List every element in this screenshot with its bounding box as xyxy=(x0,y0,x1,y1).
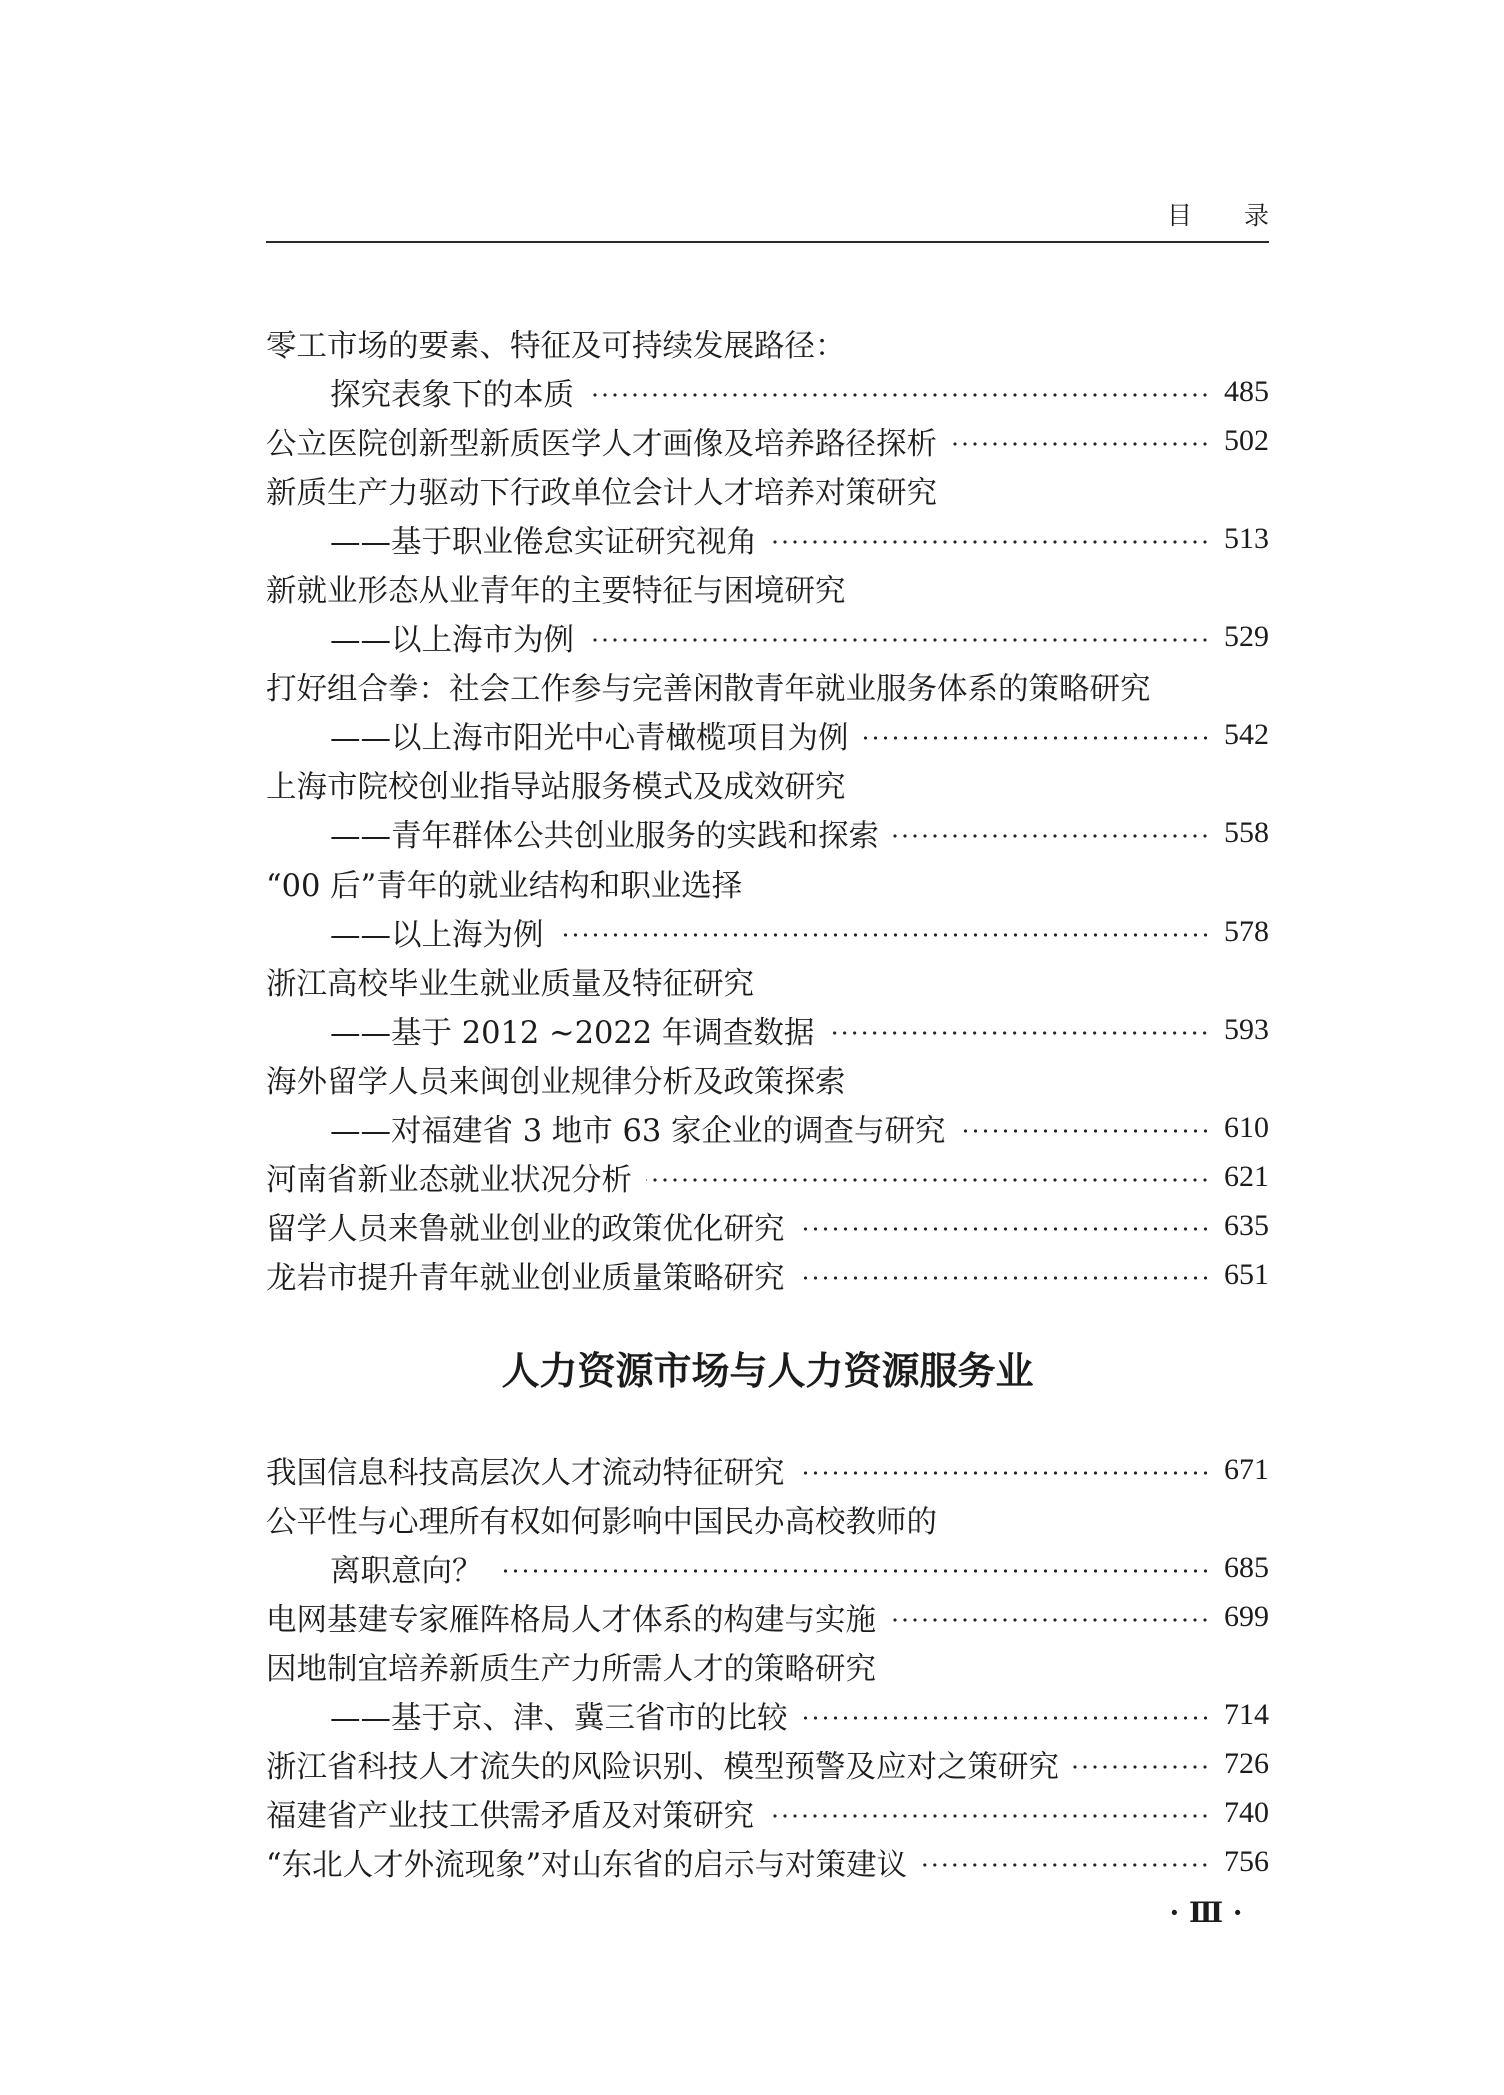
leader-dots xyxy=(890,1617,1210,1623)
leader-dots xyxy=(863,735,1211,741)
toc-line xyxy=(266,760,1269,809)
entry-title: 因地制宜培养新质生产力所需人才的策略研究 xyxy=(266,1651,876,1687)
toc-line xyxy=(266,1592,1269,1641)
toc-entry xyxy=(266,1153,1269,1202)
entry-title-continuation: ——基于 2012 ~2022 年调查数据 xyxy=(330,1015,815,1051)
toc-line xyxy=(266,662,1269,711)
page-number: 651 xyxy=(1224,1258,1269,1292)
page-number: 671 xyxy=(1224,1452,1269,1486)
section-heading: 人力资源市场与人力资源服务业 xyxy=(501,1349,1034,1393)
toc-entry xyxy=(266,1054,1269,1152)
entry-title: 浙江省科技人才流失的风险识别、模型预警及应对之策研究 xyxy=(266,1750,1059,1786)
page-number: 621 xyxy=(1224,1160,1269,1194)
toc-entry xyxy=(266,1494,1269,1592)
entry-title: 河南省新业态就业状况分析 xyxy=(266,1163,632,1199)
leader-dots xyxy=(921,1862,1210,1868)
leader-dots xyxy=(960,1128,1211,1134)
toc-line xyxy=(266,1202,1269,1251)
toc-line xyxy=(266,1690,1269,1739)
toc-line xyxy=(266,465,1269,514)
page-number: 714 xyxy=(1224,1698,1269,1732)
toc-line xyxy=(266,563,1269,612)
toc-line xyxy=(266,858,1269,907)
toc-line xyxy=(266,1445,1269,1494)
toc-line xyxy=(266,907,1269,956)
toc-line xyxy=(266,514,1269,563)
entry-title: 福建省产业技工供需矛盾及对策研究 xyxy=(266,1799,754,1835)
page-number: 635 xyxy=(1224,1209,1269,1243)
toc-line xyxy=(266,956,1269,1005)
toc-list-part2 xyxy=(266,1445,1269,1887)
toc-entry xyxy=(266,563,1269,661)
leader-dots xyxy=(1073,1764,1210,1770)
leader-dots xyxy=(799,1226,1211,1232)
entry-title: 公平性与心理所有权如何影响中国民办高校教师的 xyxy=(266,1504,937,1540)
entry-title-continuation: 探究表象下的本质 xyxy=(330,377,574,413)
leader-dots xyxy=(771,539,1210,545)
toc-entry xyxy=(266,1838,1269,1887)
entry-title: 电网基建专家雁阵格局人才体系的构建与实施 xyxy=(266,1602,876,1638)
page-number: 685 xyxy=(1224,1550,1269,1584)
toc-entry xyxy=(266,1641,1269,1739)
leader-dots xyxy=(893,833,1210,839)
toc-line xyxy=(266,1054,1269,1103)
toc-line xyxy=(266,1005,1269,1054)
leader-dots xyxy=(646,1177,1210,1183)
toc-entry xyxy=(266,1592,1269,1641)
toc-line xyxy=(266,1641,1269,1690)
toc-line xyxy=(266,1740,1269,1789)
entry-title: 新就业形态从业青年的主要特征与困境研究 xyxy=(266,574,846,610)
page-number: 726 xyxy=(1224,1747,1269,1781)
entry-title-continuation: ——青年群体公共创业服务的实践和探索 xyxy=(330,819,879,855)
entry-title: 新质生产力驱动下行政单位会计人才培养对策研究 xyxy=(266,475,937,511)
leader-dots xyxy=(802,1715,1211,1721)
entry-title: 零工市场的要素、特征及可持续发展路径： xyxy=(266,328,846,364)
toc-entry xyxy=(266,416,1269,465)
toc-entry xyxy=(266,1445,1269,1494)
page-number: 529 xyxy=(1224,620,1269,654)
leader-dots xyxy=(558,932,1211,938)
page-number: 513 xyxy=(1224,521,1269,555)
toc-line xyxy=(266,416,1269,465)
toc-line xyxy=(266,367,1269,416)
entry-title-continuation: ——以上海为例 xyxy=(330,917,544,953)
page-number: 558 xyxy=(1224,816,1269,850)
entry-title-continuation: 离职意向？ xyxy=(330,1553,483,1589)
page-number: 593 xyxy=(1224,1012,1269,1046)
entry-title: 留学人员来鲁就业创业的政策优化研究 xyxy=(266,1212,785,1248)
page-number: 542 xyxy=(1224,718,1269,752)
leader-dots xyxy=(951,441,1210,447)
toc-line xyxy=(266,809,1269,858)
toc-entry xyxy=(266,1789,1269,1838)
entry-title: 打好组合拳：社会工作参与完善闲散青年就业服务体系的策略研究 xyxy=(266,672,1151,708)
entry-title: “00 后”青年的就业结构和职业选择 xyxy=(266,868,743,904)
leader-dots xyxy=(588,392,1210,398)
entry-title-continuation: ——以上海市阳光中心青橄榄项目为例 xyxy=(330,721,849,757)
toc-entry xyxy=(266,662,1269,760)
entry-title-continuation: ——基于京、津、冀三省市的比较 xyxy=(330,1701,788,1737)
toc-line xyxy=(266,711,1269,760)
entry-title-continuation: ——以上海市为例 xyxy=(330,623,574,659)
toc-entry xyxy=(266,858,1269,956)
leader-dots xyxy=(828,1030,1210,1036)
toc-line xyxy=(266,1251,1269,1300)
entry-title: 公立医院创新型新质医学人才画像及培养路径探析 xyxy=(266,426,937,462)
toc-line xyxy=(266,1838,1269,1887)
page-folio: · Ⅲ · xyxy=(1169,1896,1243,1929)
entry-title: 海外留学人员来闽创业规律分析及政策探索 xyxy=(266,1064,846,1100)
toc-line xyxy=(266,1494,1269,1543)
toc-line xyxy=(266,613,1269,662)
entry-title: 龙岩市提升青年就业创业质量策略研究 xyxy=(266,1261,785,1297)
toc-entry xyxy=(266,956,1269,1054)
toc-entry xyxy=(266,1251,1269,1300)
toc-line xyxy=(266,1153,1269,1202)
header-rule xyxy=(266,241,1269,243)
entry-title: “东北人才外流现象”对山东省的启示与对策建议 xyxy=(266,1848,908,1884)
entry-title-continuation: ——基于职业倦怠实证研究视角 xyxy=(330,524,757,560)
toc-list-part1 xyxy=(266,318,1269,1300)
leader-dots xyxy=(588,637,1210,643)
entry-title-continuation: ——对福建省 3 地市 63 家企业的调查与研究 xyxy=(330,1114,946,1150)
page-number: 756 xyxy=(1224,1845,1269,1879)
leader-dots xyxy=(799,1470,1211,1476)
page-number: 502 xyxy=(1224,423,1269,457)
toc-line xyxy=(266,1543,1269,1592)
toc-entry xyxy=(266,1740,1269,1789)
page-number: 740 xyxy=(1224,1796,1269,1830)
entry-title: 上海市院校创业指导站服务模式及成效研究 xyxy=(266,770,846,806)
page-number: 699 xyxy=(1224,1599,1269,1633)
leader-dots xyxy=(799,1275,1211,1281)
entry-title: 我国信息科技高层次人才流动特征研究 xyxy=(266,1455,785,1491)
page-number: 610 xyxy=(1224,1111,1269,1145)
toc-line xyxy=(266,318,1269,367)
page-number: 578 xyxy=(1224,914,1269,948)
leader-dots xyxy=(768,1813,1210,1819)
entry-title: 浙江高校毕业生就业质量及特征研究 xyxy=(266,966,754,1002)
leader-dots xyxy=(497,1568,1211,1574)
page-number: 485 xyxy=(1224,374,1269,408)
toc-entry xyxy=(266,465,1269,563)
running-header-title: 目 录 xyxy=(1167,201,1269,230)
toc-line xyxy=(266,1789,1269,1838)
toc-entry xyxy=(266,318,1269,416)
toc-entry xyxy=(266,760,1269,858)
toc-entry xyxy=(266,1202,1269,1251)
toc-line xyxy=(266,1104,1269,1153)
